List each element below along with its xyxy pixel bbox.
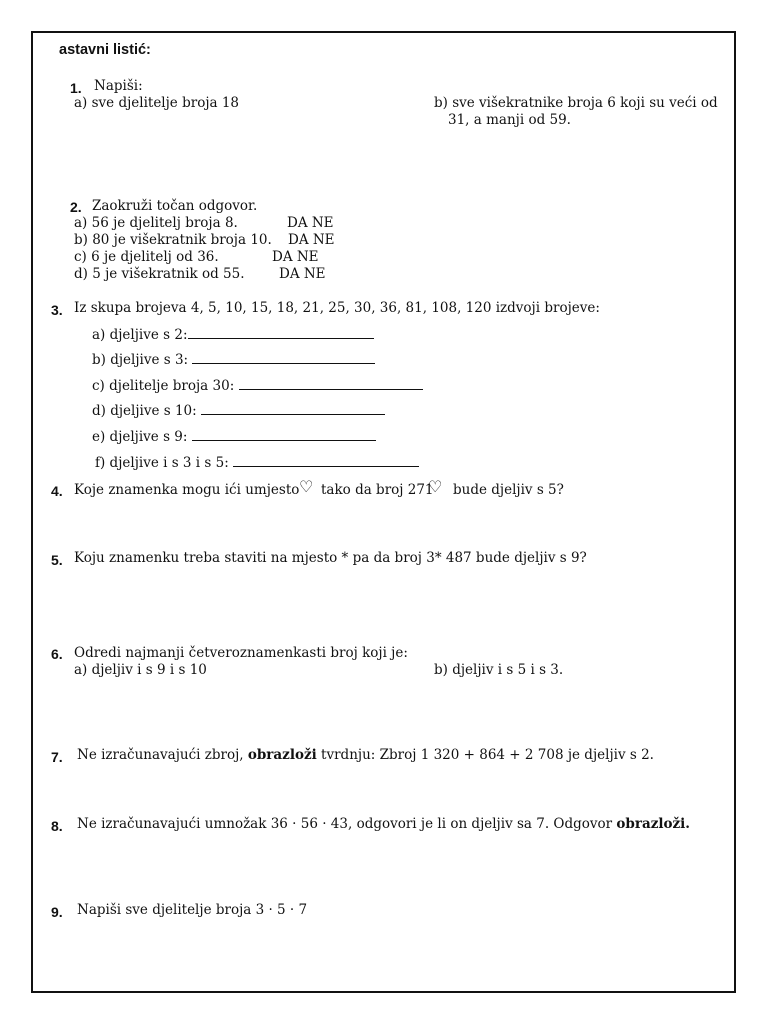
q7-number: 7. bbox=[51, 749, 63, 765]
worksheet-frame bbox=[31, 31, 736, 993]
answer-blank[interactable] bbox=[239, 377, 423, 390]
q2-item-d: d) 5 je višekratnik od 55. bbox=[74, 266, 245, 282]
answer-blank[interactable] bbox=[192, 351, 375, 364]
heart-icon: ♡ bbox=[428, 477, 443, 496]
q3-number: 3. bbox=[51, 302, 63, 318]
q2-item-c-choice: DA NE bbox=[272, 249, 319, 265]
q6-number: 6. bbox=[51, 646, 63, 662]
answer-blank[interactable] bbox=[188, 326, 374, 339]
q1-b-line2: 31, a manji od 59. bbox=[448, 112, 571, 128]
q4-text-part1: Koje znamenka mogu ići umjesto bbox=[74, 482, 300, 498]
q4-number: 4. bbox=[51, 483, 63, 499]
q3-item-f: f) djeljive i s 3 i s 5: bbox=[95, 454, 419, 472]
q6-text: Odredi najmanji četveroznamenkasti broj koji je: bbox=[74, 645, 408, 661]
q3-item-c: c) djelitelje broja 30: bbox=[92, 377, 423, 395]
q2-item-a-choice: DA NE bbox=[287, 215, 334, 231]
q9-number: 9. bbox=[51, 904, 63, 920]
worksheet-title: astavni listić: bbox=[59, 42, 151, 58]
q1-number: 1. bbox=[70, 80, 82, 96]
q6-a: a) djeljiv i s 9 i s 10 bbox=[74, 662, 207, 678]
heart-icon: ♡ bbox=[299, 477, 314, 496]
q8-text: Ne izračunavajući umnožak 36 · 56 · 43, odgovori je li on djeljiv sa 7. Odgovor obrazloži. bbox=[77, 816, 691, 832]
q5-number: 5. bbox=[51, 552, 63, 568]
q2-item-b-choice: DA NE bbox=[288, 232, 335, 248]
q2-number: 2. bbox=[70, 199, 82, 215]
q8-emphasis: obrazloži. bbox=[616, 816, 691, 832]
q1-a: a) sve djelitelje broja 18 bbox=[74, 95, 240, 111]
q3-item-e: e) djeljive s 9: bbox=[92, 428, 376, 446]
answer-blank[interactable] bbox=[192, 428, 376, 441]
q2-item-d-choice: DA NE bbox=[279, 266, 326, 282]
answer-blank[interactable] bbox=[233, 454, 419, 467]
q2-text: Zaokruži točan odgovor. bbox=[92, 198, 258, 214]
q9-text: Napiši sve djelitelje broja 3 · 5 · 7 bbox=[77, 902, 308, 918]
q1-b-line1: b) sve višekratnike broja 6 koji su veći od bbox=[434, 95, 718, 111]
q4-text-part2: tako da broj 271 bbox=[321, 482, 434, 498]
q2-item-c: c) 6 je djelitelj od 36. bbox=[74, 249, 219, 265]
q5-text: Koju znamenku treba staviti na mjesto * pa da broj 3* 487 bude djeljiv s 9? bbox=[74, 550, 587, 566]
q3-item-b: b) djeljive s 3: bbox=[92, 351, 375, 369]
q4-text-part3: bude djeljiv s 5? bbox=[453, 482, 564, 498]
answer-blank[interactable] bbox=[201, 402, 385, 415]
q6-b: b) djeljiv i s 5 i s 3. bbox=[434, 662, 564, 678]
q2-item-a: a) 56 je djelitelj broja 8. bbox=[74, 215, 238, 231]
q3-item-a: a) djeljive s 2: bbox=[92, 326, 374, 344]
q7-text: Ne izračunavajući zbroj, obrazloži tvrdnju: Zbroj 1 320 + 864 + 2 708 je djeljiv s 2. bbox=[77, 747, 654, 763]
q2-item-b: b) 80 je višekratnik broja 10. bbox=[74, 232, 272, 248]
q3-item-d: d) djeljive s 10: bbox=[92, 402, 385, 420]
q8-number: 8. bbox=[51, 818, 63, 834]
q7-emphasis: obrazloži bbox=[247, 747, 317, 763]
q1-text: Napiši: bbox=[94, 78, 143, 94]
q3-text: Iz skupa brojeva 4, 5, 10, 15, 18, 21, 25, 30, 36, 81, 108, 120 izdvoji brojeve: bbox=[74, 300, 600, 316]
